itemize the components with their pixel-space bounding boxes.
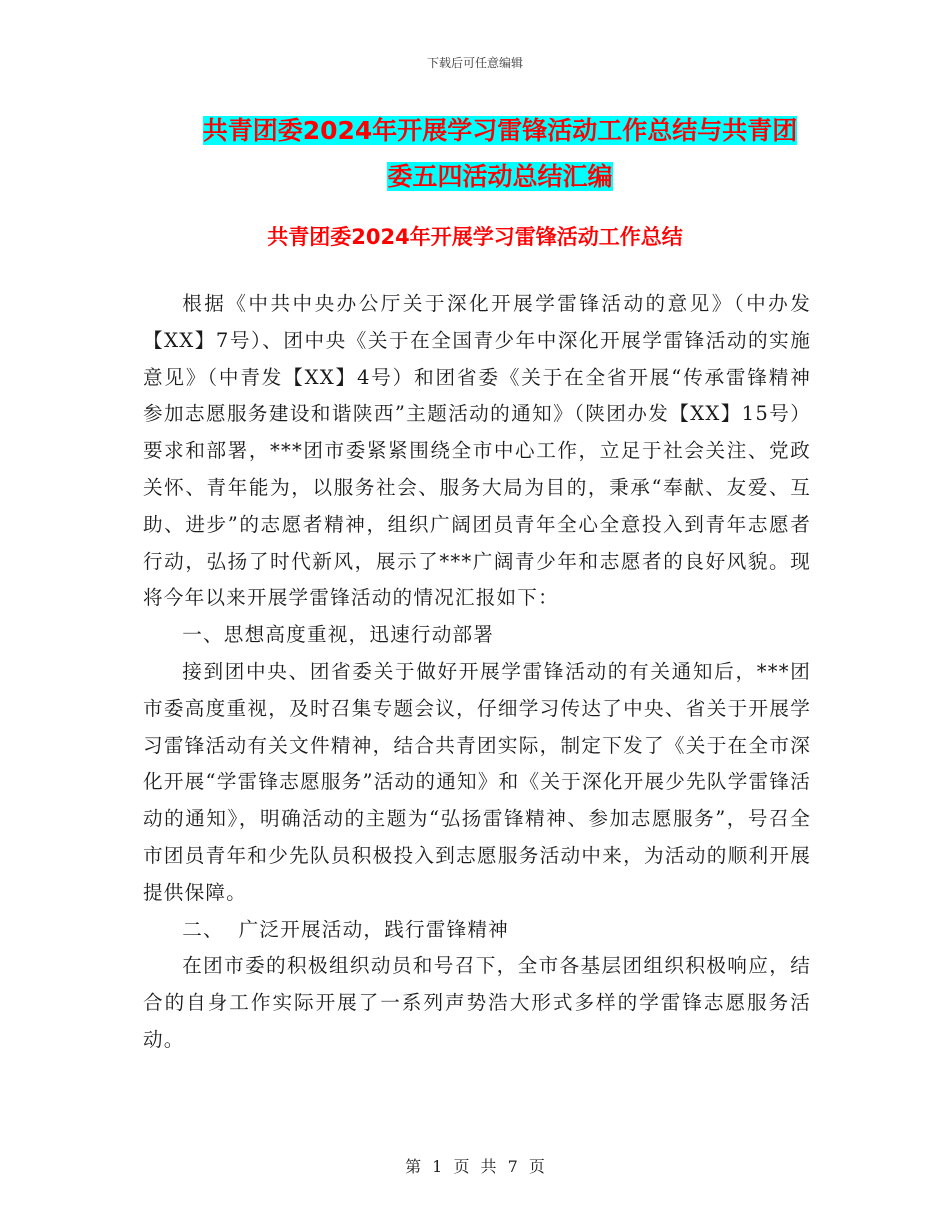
intro-paragraph: 根据《中共中央办公厅关于深化开展学雷锋活动的意见》（中办发【XX】7号）、团中央《关于在全国青少年中深化开展学雷锋活动的实施意见》（中青发【XX】4号）和团省委《关于在全省开展“传承雷锋精神参加志愿服务建设和谐陕西”主题活动的通知》（陕团办发【XX】15号）要求和部署，***团市委紧紧围绕全市中心工作，立足于社会关注、党政关怀、青年能为，以服务社会、服务大局为目的，秉承“奉献、友爱、互助、进步”的志愿者精神，组织广阔团员青年全心全意投入到青年志愿者行动，弘扬了时代新风，展示了***广阔青少年和志愿者的良好风貌。现将今年以来开展学雷锋活动的情况汇报如下： [143,292,811,610]
section-heading-2: 二、 广泛开展活动，践行雷锋精神 [182,917,509,941]
document-title-line-1: 共青团委2024年开展学习雷锋活动工作总结与共青团 [202,116,798,145]
section-1-paragraph: 接到团中央、团省委关于做好开展学雷锋活动的有关通知后，***团市委高度重视，及时召集专题会议，仔细学习传达了中央、省关于开展学习雷锋活动有关文件精神，结合共青团实际，制定下发了《关于在全市深化开展“学雷锋志愿服务”活动的通知》和《关于深化开展少先队学雷锋活动的通知》，明确活动的主题为“弘扬雷锋精神、参加志愿服务”，号召全市团员青年和少先队员积极投入到志愿服务活动中来，为活动的顺利开展提供保障。 [143,659,811,904]
document-body [143,286,811,1059]
page-number: 第 1 页 共 7 页 [405,1157,545,1176]
document-title-line-2: 委五四活动总结汇编 [387,162,613,191]
document-title [150,108,850,200]
section-heading-1: 一、思想高度重视，迅速行动部署 [182,623,495,647]
section-2-paragraph: 在团市委的积极组织动员和号召下，全市各基层团组织积极响应，结合的自身工作实际开展了一系列声势浩大形式多样的学雷锋志愿服务活动。 [143,954,811,1051]
section-title: 共青团委2024年开展学习雷锋活动工作总结 [267,225,683,249]
header-note: 下载后可任意编辑 [426,56,523,70]
